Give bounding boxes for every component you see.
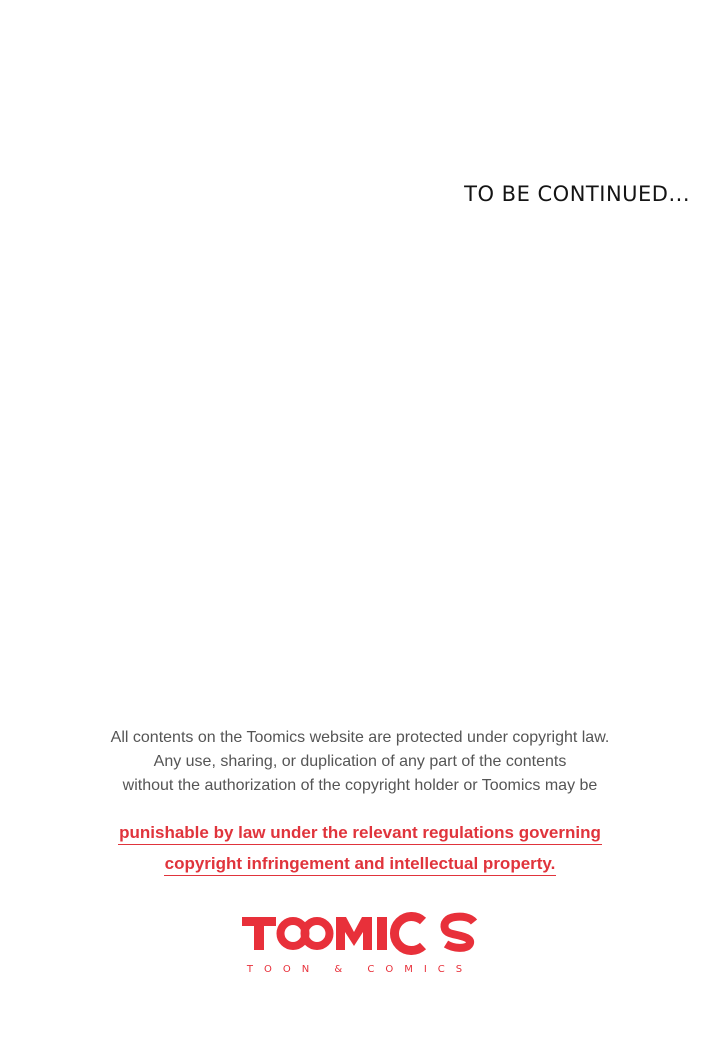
- copyright-notice: [0, 726, 720, 798]
- notice-line: Any use, sharing, or duplication of any part of the contents: [153, 753, 567, 770]
- to-be-continued-text: TO BE CONTINUED...: [464, 182, 690, 206]
- toomics-logo: [0, 912, 720, 976]
- toomics-logo-graphic: [240, 912, 480, 976]
- notice-line: All contents on the Toomics website are protected under copyright law.: [110, 729, 610, 746]
- logo-tagline: TOON & COMICS: [246, 964, 474, 975]
- warning-line: copyright infringement and intellectual property.: [164, 853, 557, 876]
- legal-warning: [0, 819, 720, 881]
- notice-line: without the authorization of the copyright holder or Toomics may be: [122, 777, 598, 794]
- warning-line: punishable by law under the relevant regulations governing: [118, 822, 602, 845]
